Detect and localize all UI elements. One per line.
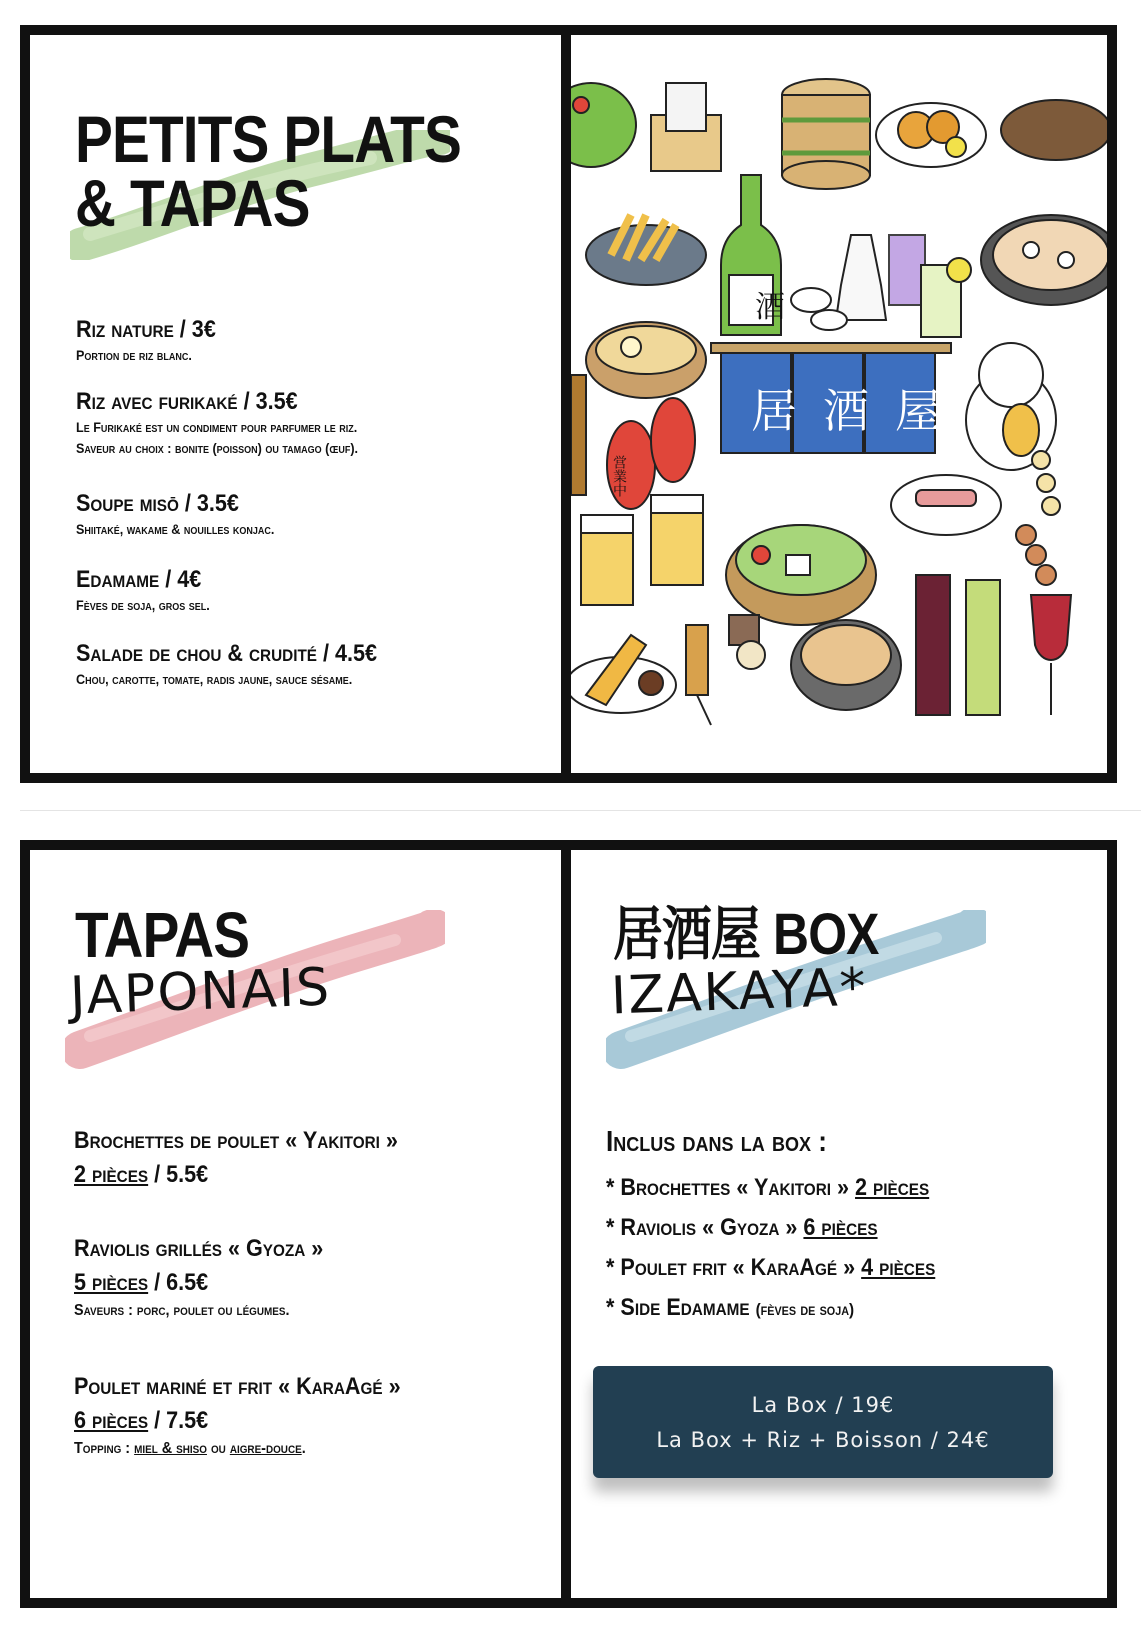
sake-label: 酒	[755, 290, 785, 325]
list-item: * Side Edamame (fèves de soja)	[606, 1294, 855, 1321]
menu-item: Raviolis grillés « Gyoza » 5 pièces / 6.5€ Saveurs : porc, poulet ou légumes.	[74, 1235, 324, 1319]
izakaya-food-illustration	[571, 35, 1107, 773]
box-combo-price: La Box + Riz + Boisson / 24€	[656, 1428, 990, 1452]
list-item: * Poulet frit « KaraAgé » 4 pièces	[606, 1254, 936, 1281]
box-price-banner	[593, 1366, 1053, 1478]
menu-item: Riz nature / 3€ Portion de riz blanc.	[76, 316, 216, 363]
petits-plats-panel	[20, 25, 571, 783]
list-item: * Brochettes « Yakitori » 2 pièces	[606, 1174, 930, 1201]
izakaya-box-panel	[561, 840, 1117, 1608]
lantern-text: 営業中	[611, 455, 627, 497]
menu-item: Poulet mariné et frit « KaraAgé » 6 pièces / 7.5€ Topping : miel & shiso ou aigre-douce.	[74, 1373, 401, 1457]
menu-item: Brochettes de poulet « Yakitori » 2 pièces / 5.5€	[74, 1127, 398, 1188]
box-subtitle: IZAKAYA*	[610, 957, 869, 1027]
noren-text: 居酒屋	[751, 384, 967, 438]
box-title: 居酒屋 BOX	[613, 902, 879, 967]
izakaya-illustration-panel	[561, 25, 1117, 783]
menu-item: Soupe misō / 3.5€ Shiitaké, wakame & nouilles konjac.	[76, 490, 275, 537]
menu-item: Riz avec furikaké / 3.5€ Le Furikaké est un condiment pour parfumer le riz. Saveur au choix : bonite (poisson) ou tamago (œuf).	[76, 388, 359, 456]
tapas-subtitle: JAPONAIS	[69, 957, 333, 1027]
menu-item: Edamame / 4€ Fèves de soja, gros sel.	[76, 566, 210, 613]
box-price: La Box / 19€	[751, 1393, 895, 1417]
tapas-title: TAPAS	[75, 899, 250, 971]
page-divider	[20, 810, 1141, 811]
tapas-japonais-panel	[20, 840, 571, 1608]
box-contents-list: Inclus dans la box : * Brochettes « Yakitori » 2 pièces * Raviolis « Gyoza » 6 pièces * Poulet frit « KaraAgé » 4 pièces * Side Edamame (fèves de soja)	[606, 1122, 972, 1330]
menu-item: Salade de chou & crudité / 4.5€ Chou, carotte, tomate, radis jaune, sauce sésame.	[76, 640, 378, 687]
page-title: PETITS PLATS & TAPAS	[75, 102, 461, 240]
list-item: * Raviolis « Gyoza » 6 pièces	[606, 1214, 878, 1241]
